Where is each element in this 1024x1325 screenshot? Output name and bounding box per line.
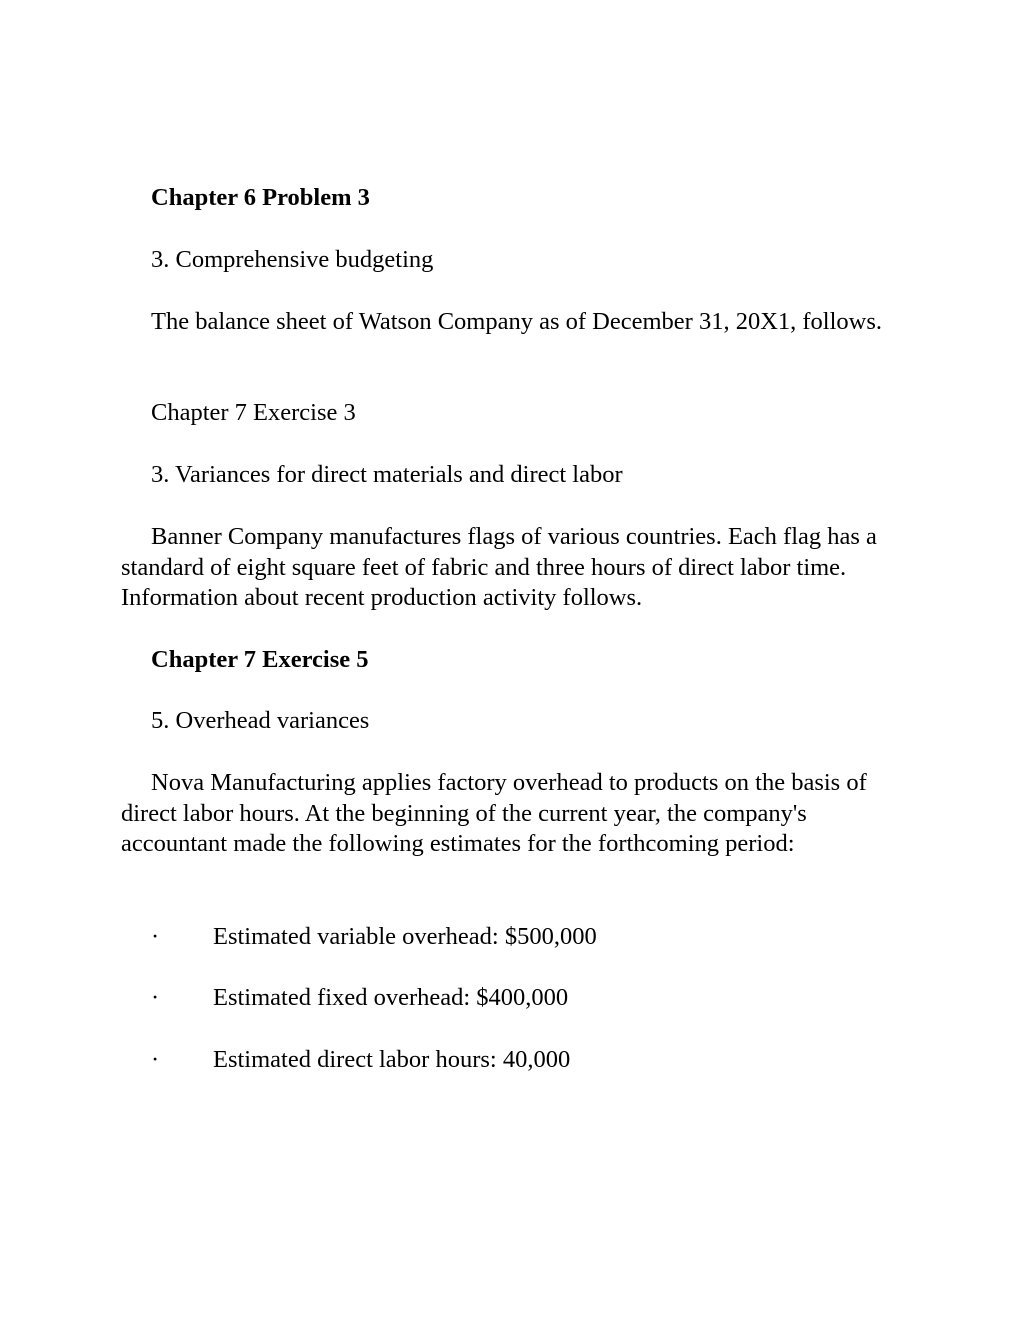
bullet-text: Estimated direct labor hours: 40,000 [213, 1046, 571, 1073]
section-3-heading: Chapter 7 Exercise 5 [151, 646, 369, 673]
bullet-text: Estimated variable overhead: $500,000 [213, 923, 597, 950]
section-1-heading: Chapter 6 Problem 3 [151, 184, 370, 211]
bullet-symbol: · [151, 1046, 160, 1073]
section-3-subheading: 5. Overhead variances [151, 707, 370, 734]
bullet-symbol: · [151, 923, 160, 950]
section-1-body: The balance sheet of Watson Company as of December 31, 20X1, follows. [151, 308, 883, 335]
section-2-body: Banner Company manufactures flags of various countries. Each flag has a standard of eight square feet of fabric and three hours of direct labor time. Information about recent production activity follows. [121, 523, 877, 612]
bullet-text: Estimated fixed overhead: $400,000 [213, 984, 569, 1011]
section-1-subheading: 3. Comprehensive budgeting [151, 246, 434, 273]
section-2-subheading: 3. Variances for direct materials and direct labor [151, 461, 623, 488]
section-3-body: Nova Manufacturing applies factory overhead to products on the basis of direct labor hours. At the beginning of the current year, the company's accountant made the following estimates for the forthcoming period: [121, 769, 867, 858]
section-2-heading: Chapter 7 Exercise 3 [151, 399, 356, 426]
bullet-symbol: · [151, 984, 160, 1011]
